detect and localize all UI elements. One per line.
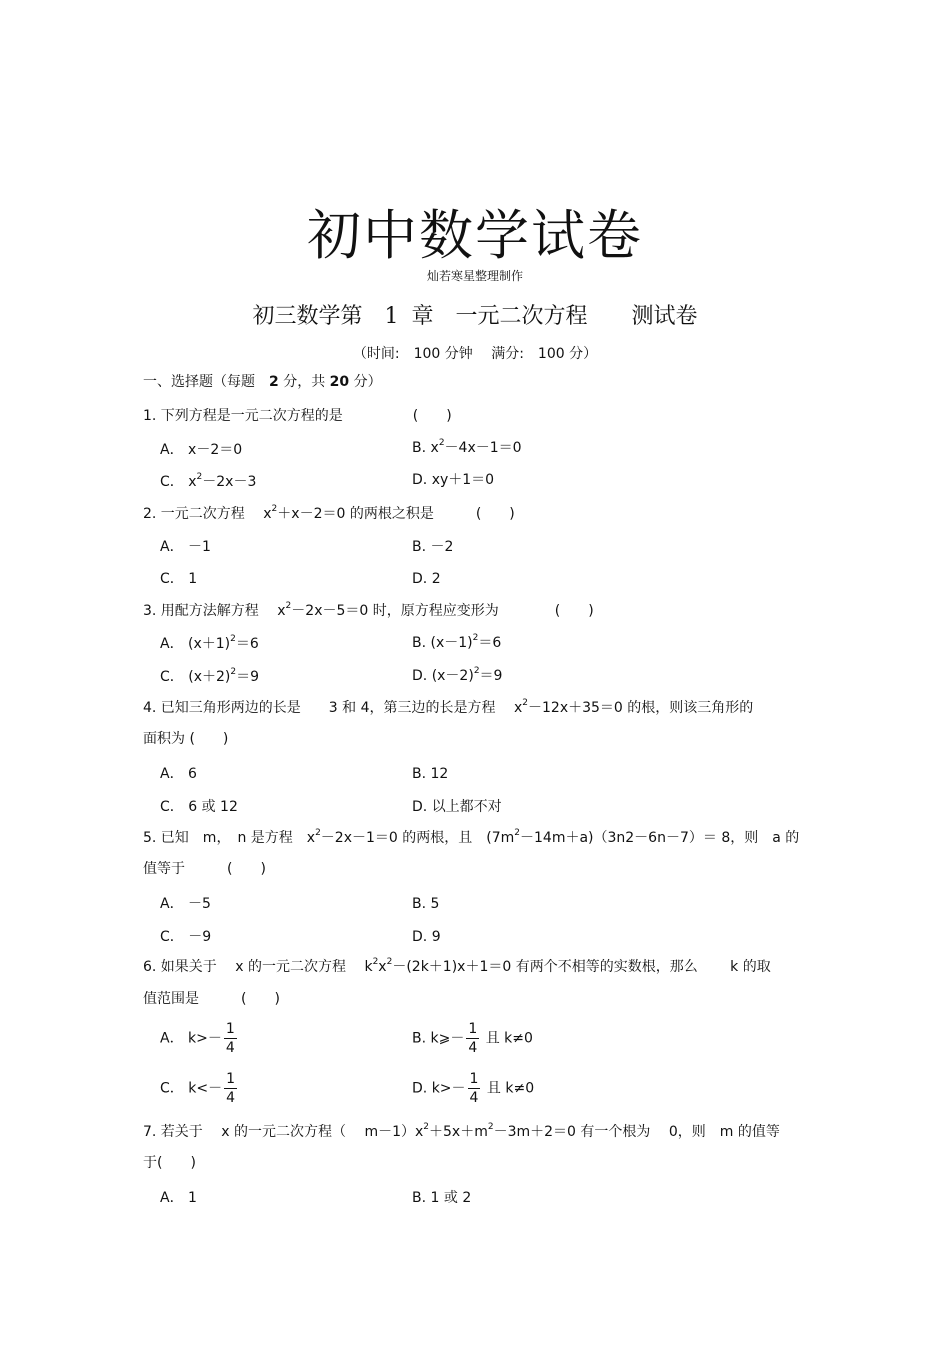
q5-option-a: A． －5: [160, 896, 211, 912]
q6-option-c: C． k<－ $\frac{1}{4}$: [160, 1071, 235, 1106]
fraction: $\frac{1}{4}$: [225, 1021, 235, 1056]
q6-option-a: A． k>－ $\frac{1}{4}$: [160, 1021, 235, 1056]
question-3-stem: 3. 用配方法解方程 $x^2-2x-5=0$ 时，原方程应变形为 ( ): [143, 601, 594, 619]
question-6-stem-cont: 值范围是 ( ): [143, 991, 280, 1007]
q2-option-a: A． －1: [160, 539, 211, 555]
q5-option-d: D. 9: [412, 929, 441, 945]
question-5-stem: 5. 已知 m， n 是方程 $x^2-2x-1=0$ 的两根，且 $(7m^2-14m+a)(3n2-6n-7)= 8$，则 a 的: [143, 828, 800, 846]
question-7-stem-cont: 于( ): [143, 1155, 196, 1171]
q1-option-b: B. $x^2-4x-1=0$: [412, 438, 522, 456]
question-5-stem-cont: 值等于 ( ): [143, 861, 266, 877]
q4-option-b: B. 12: [412, 766, 449, 782]
question-7-stem: 7. 若关于 x 的一元二次方程（ $m-1)x^2+5x+m^2-3m+2=0$ 有一个根为 0，则 m 的值等: [143, 1122, 780, 1140]
q3-option-b: B. $(x-1)^2=6$: [412, 633, 502, 651]
q7-option-a: A． 1: [160, 1190, 197, 1206]
q2-option-c: C． 1: [160, 571, 198, 587]
paper-title: 初三数学第 1 章 一元二次方程 测试卷: [252, 304, 698, 329]
q4-option-d: D. 以上都不对: [412, 799, 502, 815]
subtitle: 灿若寒星整理制作: [426, 269, 523, 283]
section-heading: 一、选择题（每题 2 分，共 20 分）: [143, 374, 382, 390]
q3-option-c: C． $(x+2)^2=9$: [160, 667, 260, 685]
q1-option-a: A． x－2＝0: [160, 442, 243, 458]
fraction: $\frac{1}{4}$: [226, 1071, 235, 1106]
q3-option-d: D. $(x-2)^2=9$: [412, 666, 503, 684]
q4-option-c: C． 6 或 12: [160, 799, 238, 815]
q5-option-b: B. 5: [412, 896, 440, 912]
q6-option-d: D. k>－ $\frac{1}{4}$ 且 k≠0: [412, 1071, 535, 1106]
q1-option-d: D. xy＋1＝0: [412, 472, 495, 488]
q7-option-b: B. 1 或 2: [412, 1190, 472, 1206]
exam-info: （时间: 100 分钟 满分: 100 分）: [352, 346, 598, 362]
q2-option-b: B. －2: [412, 539, 454, 555]
q6-option-b: B. k⩾－ $\frac{1}{4}$ 且 k≠0: [412, 1021, 533, 1056]
question-4-stem: 4. 已知三角形两边的长是 3 和 4，第三边的长是方程 $x^2-12x+35=0$ 的根，则该三角形的: [143, 698, 754, 716]
question-6-stem: 6. 如果关于 x 的一元二次方程 $k^2x^2-(2k+1)x+1=0$ 有两个不相等的实数根，那么 k 的取: [143, 957, 771, 975]
question-4-stem-cont: 面积为 ( ): [143, 731, 229, 747]
question-1-stem: 1. 下列方程是一元二次方程的是 ( ): [143, 408, 452, 424]
fraction: $\frac{1}{4}$: [469, 1071, 479, 1106]
main-title: 初中数学试卷: [307, 204, 643, 267]
q2-option-d: D. 2: [412, 571, 441, 587]
fraction: $\frac{1}{4}$: [468, 1021, 478, 1056]
q1-option-c: C． $x^2-2x-3$: [160, 472, 257, 490]
q5-option-c: C． －9: [160, 929, 212, 945]
question-2-stem: 2. 一元二次方程 $x^2+x-2=0$ 的两根之积是 ( ): [143, 504, 515, 522]
q3-option-a: A． $(x+1)^2=6$: [160, 634, 259, 652]
q4-option-a: A． 6: [160, 766, 197, 782]
